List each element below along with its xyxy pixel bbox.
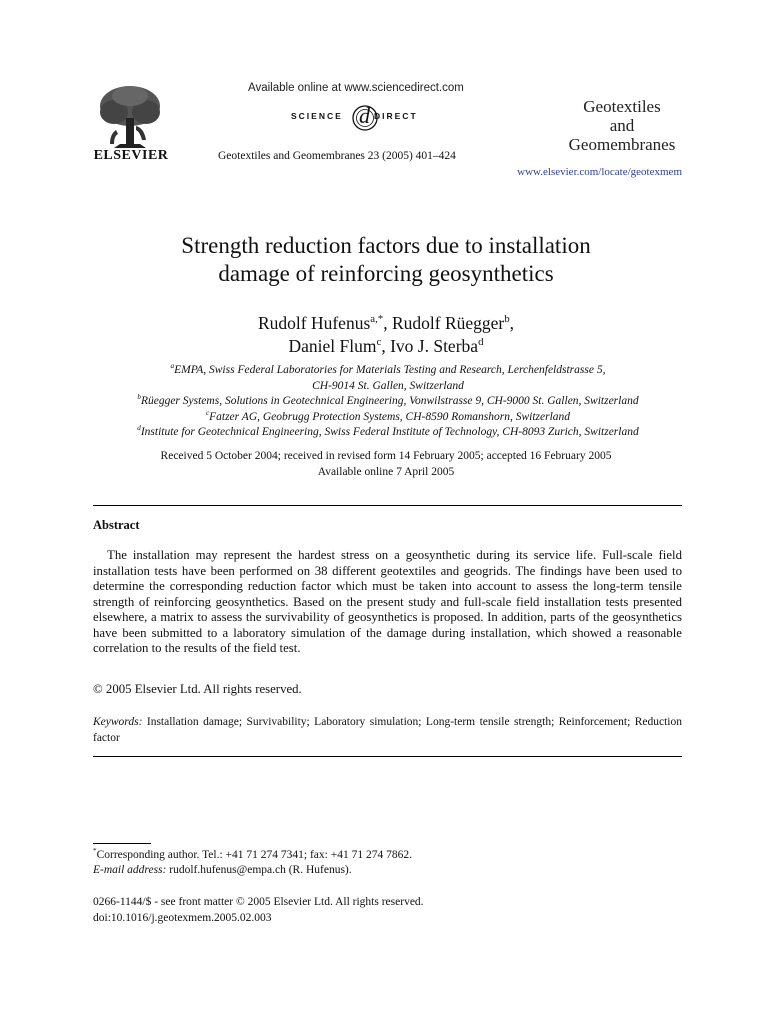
affiliation-text: CH-9014 St. Gallen, Switzerland	[312, 379, 464, 392]
author-line-2	[84, 335, 688, 358]
received-dates: Received 5 October 2004; received in revised form 14 February 2005; accepted 16 February 2005	[160, 450, 612, 462]
science-direct-right: DIRECT	[374, 111, 418, 121]
affiliation-mark: d	[137, 424, 141, 433]
corresponding-author-footnote	[93, 848, 412, 864]
corresponding-author-text: Corresponding author. Tel.: +41 71 274 7341; fax: +41 71 274 7862.	[96, 849, 412, 861]
affiliation-item	[86, 363, 690, 379]
affiliation-mark: b	[137, 393, 141, 402]
abstract-paragraph: The installation may represent the hardest stress on a geosynthetic during its service life. Full-scale field installation tests have been performed on 38 different geotextiles and geogrids. The findings have been used to determine the corresponding reduction factor which must be taken into account to assess the long-term tensile strength of reinforcing geosynthetics. Based on the present study and full-scale field installation tests presented elsewhere, a matrix to assess the survivability of geosynthetics is proposed. In addition, parts of the geosynthetics have been submitted to a laboratory simulation of the damage during installation, which showed a reasonable correlation to the results of the field test.	[93, 548, 682, 655]
author-affiliation-mark: a,*	[370, 313, 384, 326]
author-separator: ,	[383, 313, 392, 333]
journal-logo	[560, 97, 684, 154]
email-address-link[interactable]: rudolf.hufenus@empa.ch (R. Hufenus).	[169, 864, 352, 876]
author-name: Rudolf Hufenus	[257, 313, 371, 333]
title-line-1: Strength reduction factors due to installation	[181, 233, 591, 258]
front-matter-note: 0266-1144/$ - see front matter © 2005 Elsevier Ltd. All rights reserved.	[93, 896, 424, 908]
author-list	[84, 312, 688, 358]
journal-citation: Geotextiles and Geomembranes 23 (2005) 401–424	[218, 150, 456, 162]
email-label: E-mail address:	[93, 864, 167, 876]
affiliation-text: Fatzer AG, Geobrugg Protection Systems, CH-8590 Romanshorn, Switzerland	[209, 410, 571, 423]
affiliation-text: Institute for Geotechnical Engineering, Swiss Federal Institute of Technology, CH-8093 Zurich, Switzerland	[140, 426, 639, 438]
science-direct-mark: d	[359, 103, 370, 128]
author-name: Daniel Flum	[288, 336, 377, 356]
author-separator: ,	[509, 313, 515, 333]
author-affiliation-mark: d	[478, 336, 484, 349]
keywords-label: Keywords:	[93, 716, 143, 728]
publisher-name: ELSEVIER	[93, 148, 169, 163]
journal-url-link[interactable]: www.elsevier.com/locate/geotexmem	[517, 166, 682, 178]
science-direct-left: SCIENCE	[291, 111, 343, 121]
affiliation-list	[86, 363, 690, 441]
author-name: Ivo J. Sterba	[390, 336, 479, 356]
author-line-1	[84, 312, 688, 335]
affiliation-item	[86, 425, 690, 441]
abstract-bottom-divider	[93, 756, 682, 757]
affiliation-item	[86, 394, 690, 410]
doi-link[interactable]: doi:10.1016/j.geotexmem.2005.02.003	[93, 912, 272, 924]
abstract-heading: Abstract	[93, 518, 140, 532]
available-online-text[interactable]: Available online at www.sciencedirect.com	[248, 82, 464, 94]
title-line-2: damage of reinforcing geosynthetics	[218, 261, 554, 286]
affiliation-item	[86, 410, 690, 426]
affiliation-item	[86, 379, 690, 395]
author-name: Rudolf Rüegger	[391, 313, 505, 333]
affiliation-text: Rüegger Systems, Solutions in Geotechnical Engineering, Vonwilstrasse 9, CH-9000 St. Gallen, Switzerland	[140, 395, 639, 407]
journal-logo-line-2: and	[609, 116, 635, 135]
footnote-mark: *	[93, 847, 97, 856]
author-separator: ,	[381, 336, 391, 356]
keywords-text: Installation damage; Survivability; Laboratory simulation; Long-term tensile strength; Reinforcement; Reduction factor	[93, 716, 682, 744]
abstract-top-divider	[93, 505, 682, 506]
keywords	[93, 715, 682, 746]
affiliation-mark: a	[170, 362, 175, 371]
journal-logo-line-1: Geotextiles	[583, 97, 661, 116]
available-online-date: Available online 7 April 2005	[317, 465, 455, 478]
author-affiliation-mark: b	[504, 313, 510, 326]
abstract-body	[93, 548, 682, 657]
email-footnote	[93, 864, 352, 876]
footnote-divider	[93, 843, 151, 844]
abstract-copyright: © 2005 Elsevier Ltd. All rights reserved.	[93, 682, 302, 696]
author-affiliation-mark: c	[376, 336, 382, 349]
journal-logo-line-3: Geomembranes	[568, 135, 676, 154]
affiliation-mark: c	[205, 408, 210, 417]
article-history	[84, 449, 688, 480]
affiliation-text: EMPA, Swiss Federal Laboratories for Materials Testing and Research, Lerchenfeldstrasse 5,	[174, 364, 606, 376]
article-title	[84, 232, 688, 288]
